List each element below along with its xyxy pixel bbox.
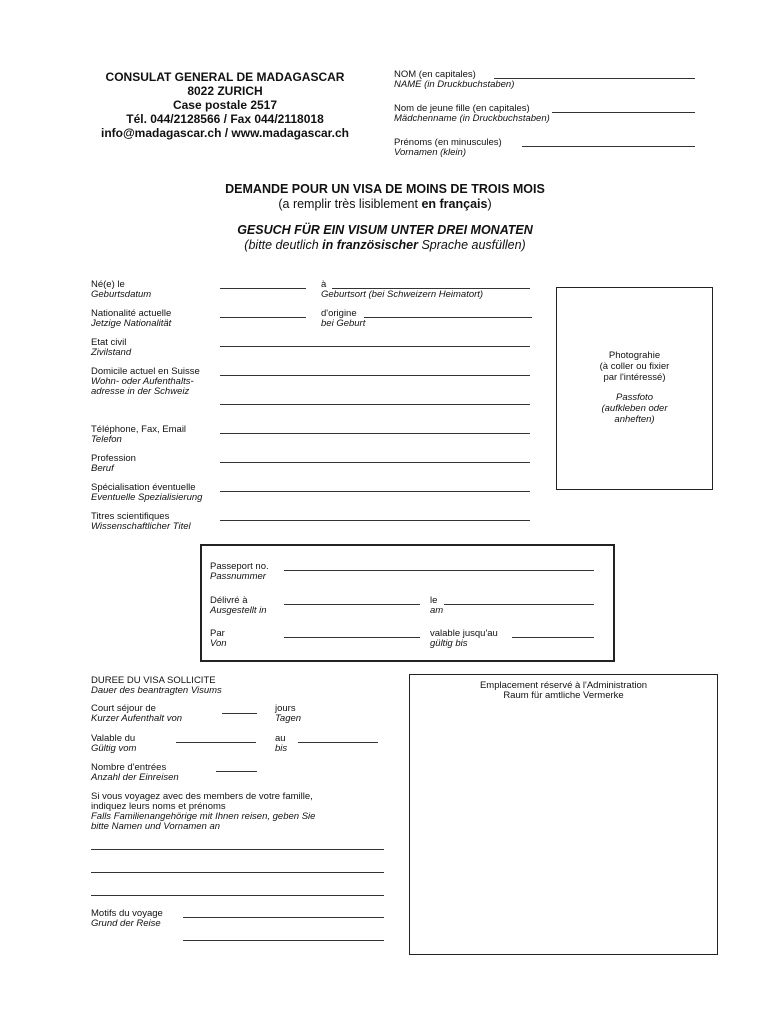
consulate-city: 8022 ZURICH xyxy=(187,84,263,98)
origin-label: d'origine bei Geburt xyxy=(321,308,366,329)
origin-line[interactable] xyxy=(364,317,532,318)
travel-motive-label: Motifs du voyage Grund der Reise xyxy=(91,908,163,929)
valid-from-label: Valable du Gültig vom xyxy=(91,733,137,754)
birth-date-line[interactable] xyxy=(220,288,306,289)
family-line-1[interactable] xyxy=(91,849,384,850)
first-names-field: Prénoms (en minuscules) Vornamen (klein) xyxy=(394,137,502,158)
valid-from-line[interactable] xyxy=(176,742,256,743)
entries-line[interactable] xyxy=(216,771,257,772)
consulate-web: info@madagascar.ch / www.madagascar.ch xyxy=(100,126,350,140)
photo-box[interactable] xyxy=(556,287,713,490)
issued-at-line[interactable] xyxy=(284,604,420,605)
phone-label: Téléphone, Fax, Email Telefon xyxy=(91,424,187,445)
short-stay-label: Court séjour de Kurzer Aufenthalt von xyxy=(91,703,183,724)
valid-until-label: valable jusqu'au gültig bis xyxy=(430,628,498,649)
family-label: Si vous voyagez avec des members de votre famille, indiquez leurs noms et prénoms Falls Familienangehörige mit Ihnen reisen, geben Sie bitte Namen und Vornamen an xyxy=(91,791,316,832)
issued-by-label: Par Von xyxy=(210,628,227,649)
consulate-postbox: Case postale 2517 xyxy=(172,98,278,112)
civil-status-line[interactable] xyxy=(220,346,530,347)
birth-date-label: Né(e) le Geburtsdatum xyxy=(91,279,152,300)
travel-motive-line-1[interactable] xyxy=(183,917,384,918)
birth-place-line[interactable] xyxy=(332,288,530,289)
consulate-header xyxy=(80,70,370,140)
issue-date-label: le am xyxy=(430,595,444,616)
valid-until-line[interactable] xyxy=(512,637,594,638)
visa-duration-heading: DUREE DU VISA SOLLICITE Dauer des beantragten Visums xyxy=(91,675,222,696)
entries-label: Nombre d'entrées Anzahl der Einreisen xyxy=(91,762,179,783)
issue-date-line[interactable] xyxy=(444,604,594,605)
issued-by-line[interactable] xyxy=(284,637,420,638)
domicile-line-2[interactable] xyxy=(220,404,530,405)
titles-label: Titres scientifiques Wissenschaftlicher Titel xyxy=(91,511,191,532)
maiden-name-field: Nom de jeune fille (en capitales) Mädchenname (in Druckbuchstaben) xyxy=(394,103,550,124)
passport-number-label: Passeport no. Passnummer xyxy=(210,561,269,582)
specialisation-line[interactable] xyxy=(220,491,530,492)
profession-line[interactable] xyxy=(220,462,530,463)
photo-instructions: Photograhie (à coller ou fixier par l'intéressé) Passfoto (aufkleben oder anheften) xyxy=(599,350,670,425)
civil-status-label: Etat civil Zivilstand xyxy=(91,337,132,358)
name-input-line[interactable] xyxy=(494,78,695,79)
first-names-input-line[interactable] xyxy=(522,146,695,147)
phone-line[interactable] xyxy=(220,433,530,434)
form-title-fr: DEMANDE POUR UN VISA DE MOINS DE TROIS MOIS (a remplir très lisiblement en français) xyxy=(225,182,545,211)
valid-to-label: au bis xyxy=(275,733,288,754)
issued-at-label: Délivré à Ausgestellt in xyxy=(210,595,267,616)
passport-number-line[interactable] xyxy=(284,570,594,571)
domicile-label: Domicile actuel en Suisse Wohn- oder Aufenthalts- adresse in der Schweiz xyxy=(91,366,200,397)
consulate-phone: Tél. 044/2128566 / Fax 044/2118018 xyxy=(126,112,324,126)
passport-box xyxy=(200,544,615,662)
profession-label: Profession Beruf xyxy=(91,453,136,474)
maiden-name-input-line[interactable] xyxy=(552,112,695,113)
family-line-3[interactable] xyxy=(91,895,384,896)
consulate-name: CONSULAT GENERAL DE MADAGASCAR xyxy=(105,70,345,84)
name-field: NOM (en capitales) NAME (in Druckbuchstaben) xyxy=(394,69,515,90)
valid-to-line[interactable] xyxy=(298,742,378,743)
short-stay-line[interactable] xyxy=(222,713,257,714)
family-line-2[interactable] xyxy=(91,872,384,873)
specialisation-label: Spécialisation éventuelle Eventuelle Spezialisierung xyxy=(91,482,203,503)
domicile-line-1[interactable] xyxy=(220,375,530,376)
titles-line[interactable] xyxy=(220,520,530,521)
form-title-de: GESUCH FÜR EIN VISUM UNTER DREI MONATEN (bitte deutlich in französischer Sprache ausfüllen) xyxy=(237,223,533,252)
admin-box-label: Emplacement réservé à l'Administration Raum für amtliche Vermerke xyxy=(479,680,648,701)
travel-motive-line-2[interactable] xyxy=(183,940,384,941)
nationality-label: Nationalité actuelle Jetzige Nationalität xyxy=(91,308,172,329)
nationality-line[interactable] xyxy=(220,317,306,318)
admin-box xyxy=(409,674,718,955)
birth-place-label: à Geburtsort (bei Schweizern Heimatort) xyxy=(321,279,484,300)
days-label: jours Tagen xyxy=(275,703,302,724)
